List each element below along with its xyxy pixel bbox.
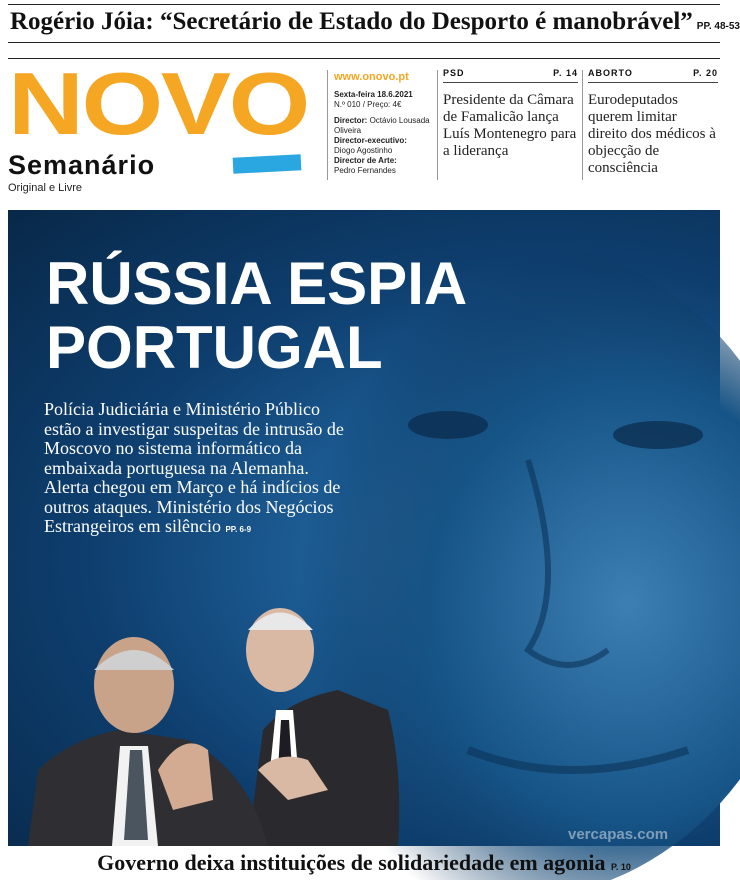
cover-headline (46, 252, 467, 380)
brief-section: ABORTO (588, 68, 633, 78)
director-label: Director: (334, 116, 368, 125)
director-name: Octávio Lousada Oliveira (334, 116, 430, 135)
brief-section: PSD (443, 68, 465, 78)
cover-story[interactable] (8, 210, 720, 846)
issue-number: N.º 010 / Preço: 4€ (334, 100, 402, 109)
lede-text: Polícia Judiciária e Ministério Público estão a investigar suspeitas de intrusão de Moscovo no sistema informático da embaixada portuguesa na Alemanha. Alerta chegou em Março e há indícios de outros ataques. Ministério dos Negócios Estrangeiros em silêncio (44, 399, 344, 536)
watermark: vercapas.com (568, 826, 669, 843)
issue-date: Sexta-feira 18.6.2021 (334, 90, 413, 99)
brief-text: Eurodeputados querem limitar direito dos médicos à objecção de consciência (588, 92, 716, 176)
top-teaser[interactable] (10, 8, 740, 38)
art-director-label: Director de Arte: (334, 156, 397, 165)
masthead-info (334, 70, 432, 176)
lede-pages: PP. 6-9 (225, 525, 252, 534)
top-rule (8, 4, 720, 5)
brief-page: P. 20 (693, 68, 718, 78)
logo-tagline: Original e Livre (8, 182, 82, 194)
site-url[interactable]: www.onovo.pt (334, 71, 409, 83)
top-teaser-text: Rogério Jóia: “Secretário de Estado do Desporto é manobrável” (10, 8, 693, 35)
eye-left (408, 411, 488, 439)
brief-teaser[interactable] (588, 68, 718, 177)
brief-text: Presidente da Câmara de Famalicão lança Luís Montenegro para a liderança (443, 92, 577, 159)
masthead-divider-3 (582, 70, 583, 180)
exec-director-name: Diogo Agostinho (334, 146, 393, 155)
top-teaser-pages: PP. 48-53 (696, 21, 740, 32)
headline-line: PORTUGAL (46, 314, 383, 381)
logo-subtitle: Semanário (8, 150, 156, 180)
exec-director-label: Director-executivo: (334, 136, 407, 145)
brief-page: P. 14 (553, 68, 578, 78)
brief-teaser[interactable] (443, 68, 578, 160)
bottom-teaser-text: Governo deixa instituições de solidariedade em agonia (97, 850, 606, 875)
bottom-teaser[interactable] (0, 850, 728, 876)
cover-lede (44, 400, 344, 540)
eye-right (613, 421, 703, 449)
masthead-divider-1 (327, 70, 328, 180)
art-director-name: Pedro Fernandes (334, 166, 396, 175)
novo-logo-svg (8, 54, 318, 153)
top-teaser-rule (8, 42, 720, 43)
logo-accent-bar (233, 154, 302, 174)
masthead-divider-2 (437, 70, 438, 180)
newspaper-logo[interactable] (8, 54, 318, 159)
bottom-teaser-pages: P. 10 (611, 862, 631, 872)
logo-wordmark: NOVO (8, 54, 308, 153)
headline-line: RÚSSIA ESPIA (46, 250, 468, 317)
